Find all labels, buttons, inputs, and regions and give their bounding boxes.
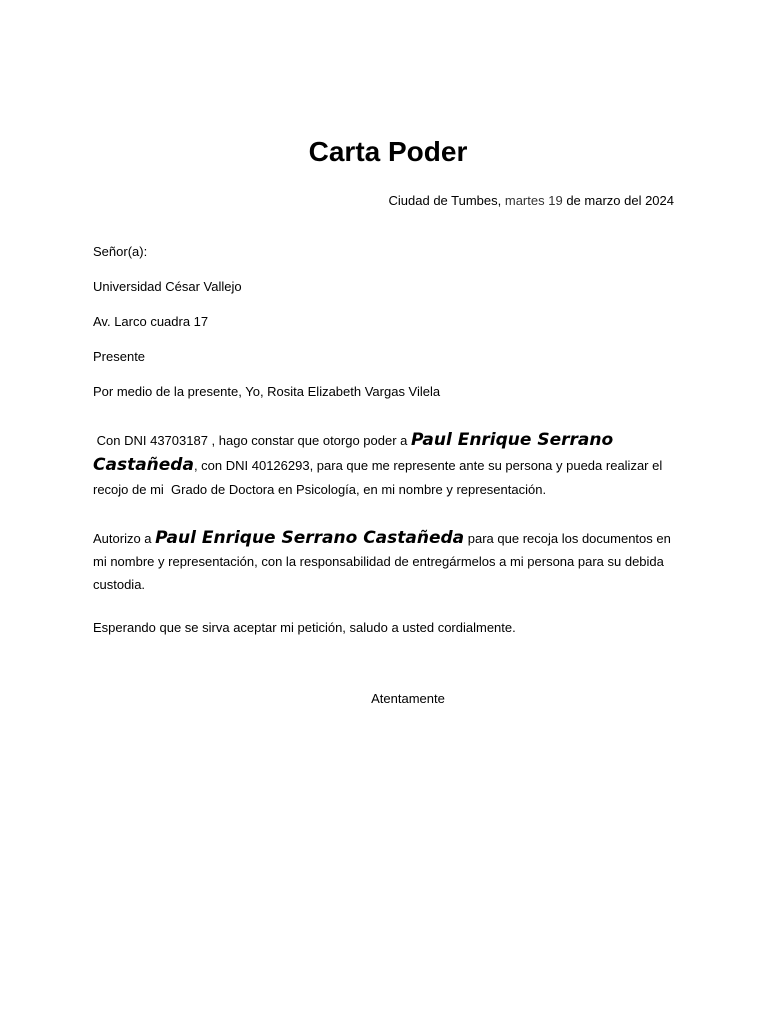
date-day: martes 19 xyxy=(504,193,563,208)
salutation: Señor(a): xyxy=(93,244,148,259)
presente-line: Presente xyxy=(93,349,146,364)
attorney-name: Paul Enrique Serrano Castañeda xyxy=(93,430,620,475)
document-title: Carta Poder xyxy=(308,136,468,167)
paragraph-autorizo xyxy=(93,527,673,596)
recipient-address: Av. Larco cuadra 17 xyxy=(93,314,209,329)
closing-atentamente: Atentamente xyxy=(371,691,445,706)
paragraph-closing-request: Esperando que se sirva aceptar mi petición, saludo a usted cordialmente. xyxy=(93,620,516,635)
paragraph-poder xyxy=(93,428,673,502)
authorized-name: Paul Enrique Serrano Castañeda xyxy=(155,528,465,548)
recipient-institution: Universidad César Vallejo xyxy=(93,279,242,294)
date-line xyxy=(389,192,674,210)
paragraph-autorizo-before: Autorizo a xyxy=(93,531,156,546)
paragraph-autorizo-after: para que recoja los documentos en mi nombre y representación, con la responsabilidad de entregármelos a mi persona para su debida custodia. xyxy=(93,531,671,592)
paragraph-poder-before: Con DNI 43703187 , hago constar que otorgo poder a xyxy=(93,433,412,448)
date-rest: de marzo del 2024 xyxy=(566,193,674,208)
date-place: Ciudad de Tumbes, xyxy=(388,193,502,208)
intro-line: Por medio de la presente, Yo, Rosita Elizabeth Vargas Vilela xyxy=(93,384,441,399)
paragraph-poder-after: , con DNI 40126293, para que me represente ante su persona y pueda realizar el recojo de mi Grado de Doctora en Psicología, en mi nombre y representación. xyxy=(93,458,666,497)
